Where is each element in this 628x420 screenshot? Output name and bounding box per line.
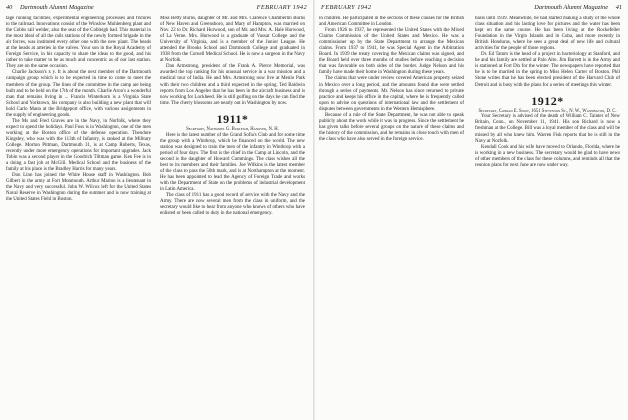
body-paragraph: Because of a rule of the State Department, he was not able to speak publicly about the work while it was in progress. Since the settlement he has given talks before several groups on the nature of these claims and the history of the commission, and he remains in close touch with men of the class who have also served in the foreign service. — [319, 112, 464, 142]
issue-date: FEBRUARY 1942 — [321, 4, 372, 11]
class-secretary-line: Secretary, Conrad E. Snow, 1651 Stevenson St., N. W., Washington, D. C. — [478, 108, 617, 114]
body-paragraph: The class of 1911 has a good record of service with the Navy and the Army. There are now several men from the class in uniform, and the secretary would like to hear from anyone who knows of others who have enlisted or been called to duty in the national emergency. — [160, 192, 305, 217]
right-page — [315, 0, 628, 420]
body-paragraph: Here is the latest number of the Grand Sofia's Club and for some time the group with a Winthrop, which he financed on the world. The new station was designed to train the men of the infantry in Winthrop with a period of four days. The first is the chief in the Camp at Lincoln, and the second is the daughter of Howard Cummings. The class wishes all the best to its members and their families. Joe Wilkins is the latest member of the class to pass the 50th mark, and is at Northampton at the moment. He has been appointed to lead the Agency of Foreign Trade and works with the Department of State on the problems of industrial development in Latin America. — [160, 132, 305, 192]
class-year-heading: 1911* — [216, 111, 249, 126]
body-paragraph: Charlie Jackson's x y. It is about the next member of the Dartmouth campaign group which is to be expected in time to come to meet the members of the group. The lines of the committee in the camp are being built and to be held on the 17th of the month. Charlie Aron's a wonderful man that remains living in ... Francis Winterkorn is a Virginia State School and Yorktown, his company is also building a new plant that will hold Carlo Mann at the Bridgeport office, with various assignments in the supply of engineering goods. — [6, 70, 151, 118]
body-paragraph: Miss Betty Burns, daughter of Mr. and Mrs. Clarence Chamberlin Burns of New Haven and Greensboro, and Mary of Hampton, was married on Nov. 22 to Dr. Richard Hurwood, son of Mr. and Mrs. A. Hale Hurwood, of La Verne. Mrs. Hurwood is a graduate of Vassar College and the University of Virginia, and is a member of the Junior League. He attended the Brooks School and Dartmouth College and graduated in 1938 from the Cornell Medical School. He is now a surgeon in the Navy at Norfolk. — [160, 16, 305, 64]
body-paragraph: Dan Armstrong, president of the Frank A. Pierce Memorial, was awarded the top ranking for his unusual service in a war mission and a medical tour of India. He and Mrs. Armstrong now live at Menlo Park with their two children and a third expected in the spring. Ted Baldwin reports from Los Angeles that he has been in the aircraft business and is now working for Lockheed. He is still golfing on the days he can find the time. The cherry blossoms are nearly out in Washington by now. — [160, 64, 305, 106]
left-page — [0, 0, 313, 420]
magazine-title: Dartmouth Alumni Magazine — [20, 4, 94, 11]
body-paragraph: From 1926 to 1937, he represented the United States with the Mixed Claims Commission of the United States and Mexico. He was a commissioner up by the State Department to arrange the Mexican claims. From 1937 to 1941, he was Special Agent in the Arbitration Board. In 1939 the treaty covering the Mexican claims was signed, and the Board held over three months of studies before reaching a decision that was favorable on both sides of the border. Judge Nelson and his family have made their home in Washington during these years. — [319, 28, 464, 76]
page-number: 41 — [615, 4, 622, 11]
body-paragraph: The Ms and Fred Graves are in the Navy, in Norfolk, where they expect to spend the holidays. Paul Foss is in Washington, one of the men working at the Boston office of the defense operation. Theodore Kingsley, who was with the 113th of Infantry, is ranked at the Military College. Morton Pittman, Dartmouth 31, is at Camp Roberts, Texas, recently under more emergency operations for important upgrades. Jack Tobin was a second player in the Goodrich Tiltman game. Ken Fee is in a doing a fast job at McGill. Medical School and the business of the family at his place is the Bradley Harris for many years. — [6, 118, 151, 173]
magazine-title: Dartmouth Alumni Magazine — [534, 4, 608, 11]
body-paragraph: basis until 1939. Meanwhile, he had started making a study of the whole class situation and his lasting love for pictures and the water has been kept on the same course. He has been living at the Rockefeller Foundation in the Virgin Islands and in Cuba, and more recently in British Honduras, where he sees a great deal of new life and cultural activities for the people of those regions. — [475, 16, 620, 52]
left-column-2 — [160, 16, 305, 418]
class-year-heading: 1912* — [531, 93, 564, 108]
issue-date: FEBRUARY 1942 — [256, 4, 307, 11]
body-paragraph: The claims that were under review covered American property seized in Mexico over a long period, and the amounts found due were settled through a series of payments. Mr. Nelson has since returned to private practice and keeps his office in the capital, where he is frequently called upon to advise on questions of international law and the settlement of disputes between governments in the Western Hemisphere. — [319, 76, 464, 112]
body-paragraph: in children. He participated in the sections of these classes for the British and American Committee in London. — [319, 16, 464, 28]
body-paragraph: Your Secretary is advised of the death of William C. Tainter of New Britain, Conn., on November 11, 1941. His son Richard is now a freshman at the College. Bill was a loyal member of the class and will be missed by all who knew him. Warren Fisk reports that he is still in the Navy at Norfolk. — [475, 114, 620, 144]
body-paragraph: Don Linn has joined the White House staff in Washington. Bob Gilbert in the army at Fort Monmouth. Arthur Marion is a lieutenant in the Navy and very successful. John W. Wilcox left for the United States Naval Reserve in Washington during the summer and is now training at the United States Field in Boston. — [6, 173, 151, 203]
right-column-1 — [319, 16, 464, 418]
body-paragraph: Dr. Ed Tatum is the head of a project in bacteriology at Stanford, and he and his family are settled at Palo Alto. Jim Barrett is in the Army and is stationed at Fort Dix for the winter. The newspapers have reported that he is to be married in the spring to Miss Helen Carter of Boston. Phil Stone writes that he has been elected president of the Harvard Club of Detroit and is busy with the plans for a series of meetings this winter. — [475, 52, 620, 88]
class-secretary-line: Secretary, Nathaniel G. Burleigh, Hanover, N. H. — [186, 126, 279, 132]
right-column-2 — [475, 16, 620, 418]
left-page-header — [6, 4, 307, 14]
left-column-1 — [6, 16, 151, 418]
page-number: 40 — [6, 4, 13, 11]
right-page-header — [321, 4, 622, 14]
body-paragraph: Kendall Cook and his wife have moved to Orlando, Florida, where he is working in a new business. The secretary would be glad to have news of other members of the class for these columns, and reminds all that the reunion plans for next June are now under way. — [475, 144, 620, 168]
body-paragraph: tage running facilities, experimental engineering processes and fixtures to the railroad. Innovations consist of the Winslow Muhlenberg plant and the Cobbs rail welder, also the seat of the Cobleigh bad. This material in the most ideal of all the rails stations of the newly formed brigade in the air forces, was instituted every other one with the new plant. The heads at the heads at arteries in the valves. Your son in the Royal Academy of Foreign Service, in his capacity to share the ideas to the good, and his rather to take matter to be as much and concentric as of our last station. They are on the same occasion. — [6, 16, 151, 70]
